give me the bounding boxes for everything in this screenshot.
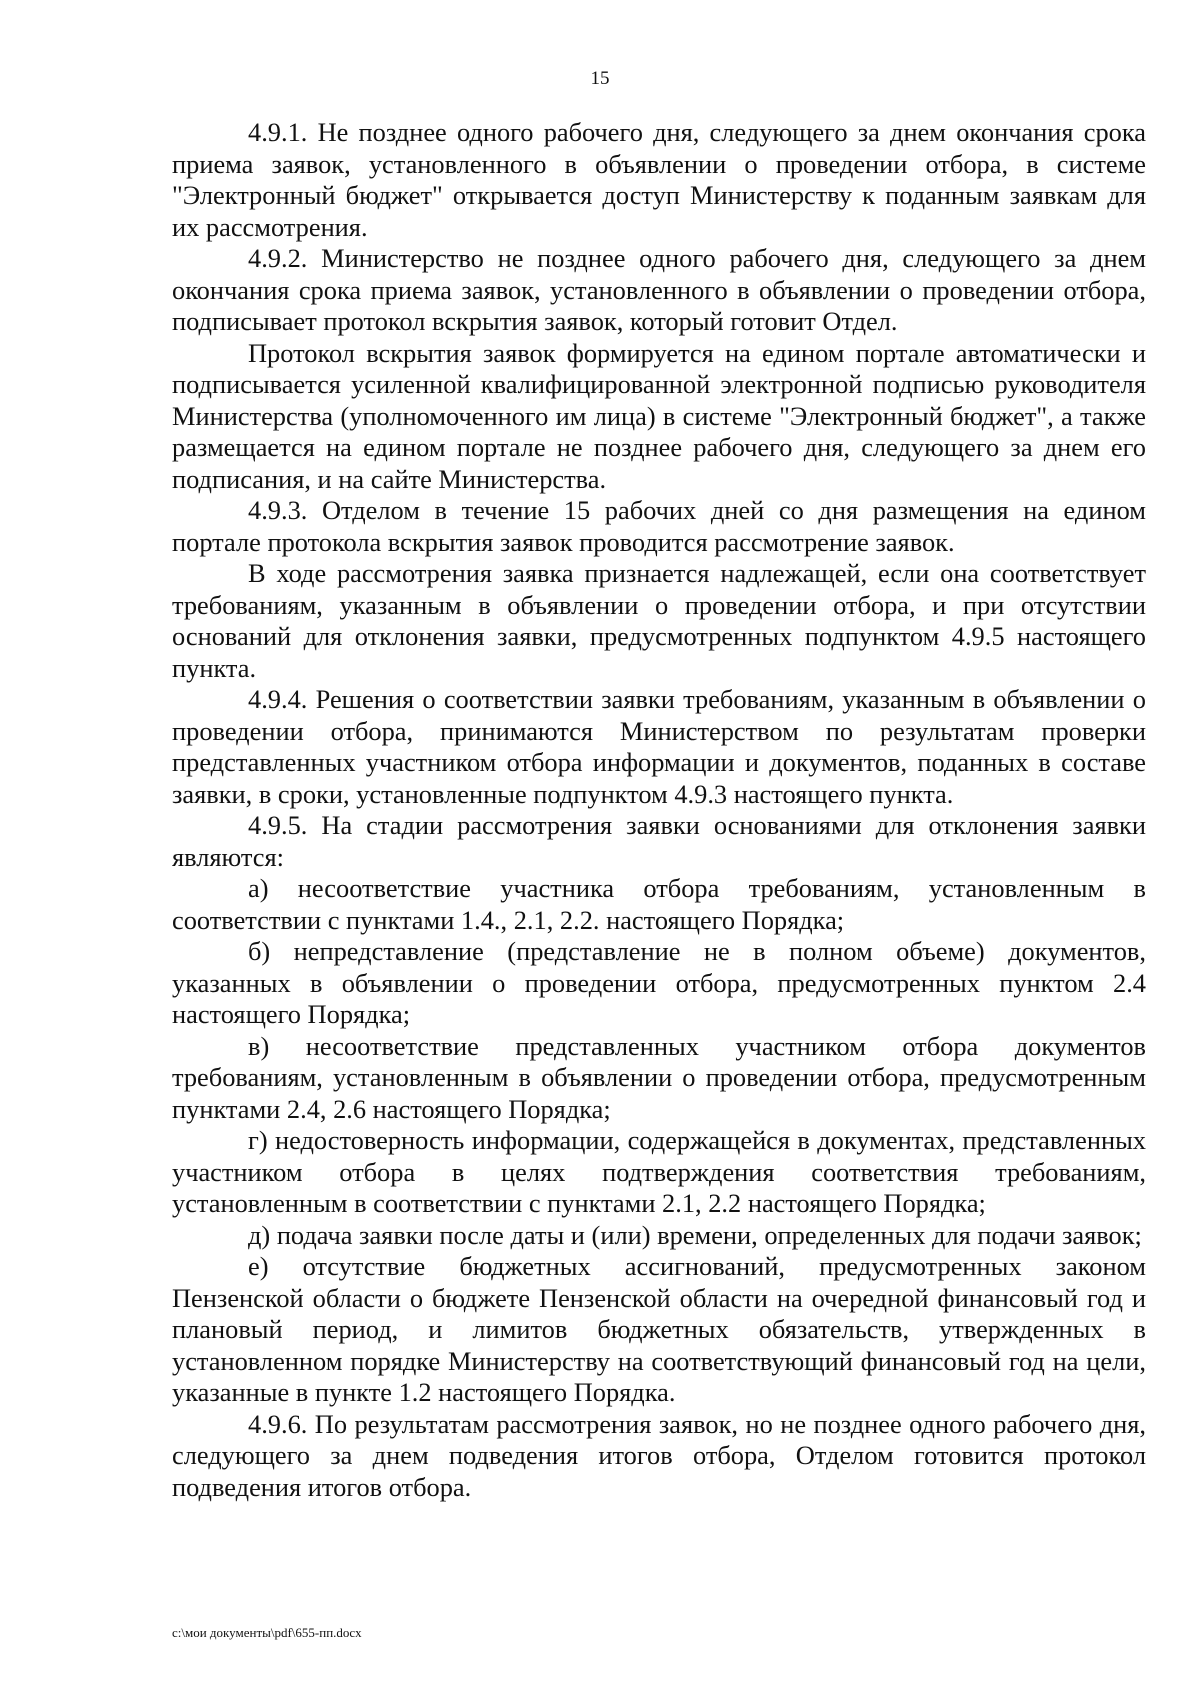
list-item-a: а) несоответствие участника отбора требованиям, установленным в соответствии с пунктами 1.4., 2.1, 2.2. настоящего Порядка; <box>172 873 1146 935</box>
paragraph-review-proper: В ходе рассмотрения заявка признается надлежащей, если она соответствует требованиям, указанным в объявлении о проведении отбора, и при отсутствии оснований для отклонения заявки, предусмотренных подпунктом 4.9.5 настоящего пункта. <box>172 558 1146 683</box>
paragraph-4-9-5: 4.9.5. На стадии рассмотрения заявки основаниями для отклонения заявки являются: <box>172 810 1146 872</box>
paragraph-4-9-2: 4.9.2. Министерство не позднее одного рабочего дня, следующего за днем окончания срока приема заявок, установленного в объявлении о проведении отбора, подписывает протокол вскрытия заявок, который готовит Отдел. <box>172 243 1146 336</box>
list-item-e: е) отсутствие бюджетных ассигнований, предусмотренных законом Пензенской области о бюджете Пензенской области на очередной финансовый год и плановый период, и лимитов бюджетных обязательств, утвержденных в установленном порядке Министерству на соответствующий финансовый год на цели, указанные в пункте 1.2 настоящего Порядка. <box>172 1251 1146 1407</box>
paragraph-4-9-4: 4.9.4. Решения о соответствии заявки требованиям, указанным в объявлении о проведении отбора, принимаются Министерством по результатам проверки представленных участником отбора информации и документов, поданных в составе заявки, в сроки, установленные подпунктом 4.9.3 настоящего пункта. <box>172 684 1146 809</box>
list-item-v: в) несоответствие представленных участником отбора документов требованиям, установленным в объявлении о проведении отбора, предусмотренным пунктами 2.4, 2.6 настоящего Порядка; <box>172 1030 1146 1124</box>
paragraph-4-9-6: 4.9.6. По результатам рассмотрения заявок, но не позднее одного рабочего дня, следующего за днем подведения итогов отбора, Отделом готовится протокол подведения итогов отбора. <box>172 1408 1146 1502</box>
footer-file-path: c:\мои документы\pdf\655-пп.docx <box>172 1625 362 1640</box>
list-item-d: д) подача заявки после даты и (или) времени, определенных для подачи заявок; <box>248 1219 1142 1250</box>
document-body <box>172 117 1146 1503</box>
paragraph-4-9-1: 4.9.1. Не позднее одного рабочего дня, следующего за днем окончания срока приема заявок, установленного в объявлении о проведении отбора, в системе "Электронный бюджет" открывается доступ Министерству к поданным заявкам для их рассмотрения. <box>172 117 1146 242</box>
paragraph-4-9-3: 4.9.3. Отделом в течение 15 рабочих дней со дня размещения на едином портале протокола вскрытия заявок проводится рассмотрение заявок. <box>172 495 1146 557</box>
list-item-b: б) непредставление (представление не в полном объеме) документов, указанных в объявлении о проведении отбора, предусмотренных пунктом 2.4 настоящего Порядка; <box>172 936 1146 1029</box>
list-item-g: г) недостоверность информации, содержащейся в документах, представленных участником отбора в целях подтверждения соответствия требованиям, установленным в соответствии с пунктами 2.1, 2.2 настоящего Порядка; <box>172 1125 1146 1218</box>
page-number: 15 <box>590 68 610 89</box>
paragraph-protocol-opening: Протокол вскрытия заявок формируется на едином портале автоматически и подписывается усиленной квалифицированной электронной подписью руководителя Министерства (уполномоченного им лица) в системе "Электронный бюджет", а также размещается на едином портале не позднее рабочего дня, следующего за днем его подписания, и на сайте Министерства. <box>172 337 1146 494</box>
